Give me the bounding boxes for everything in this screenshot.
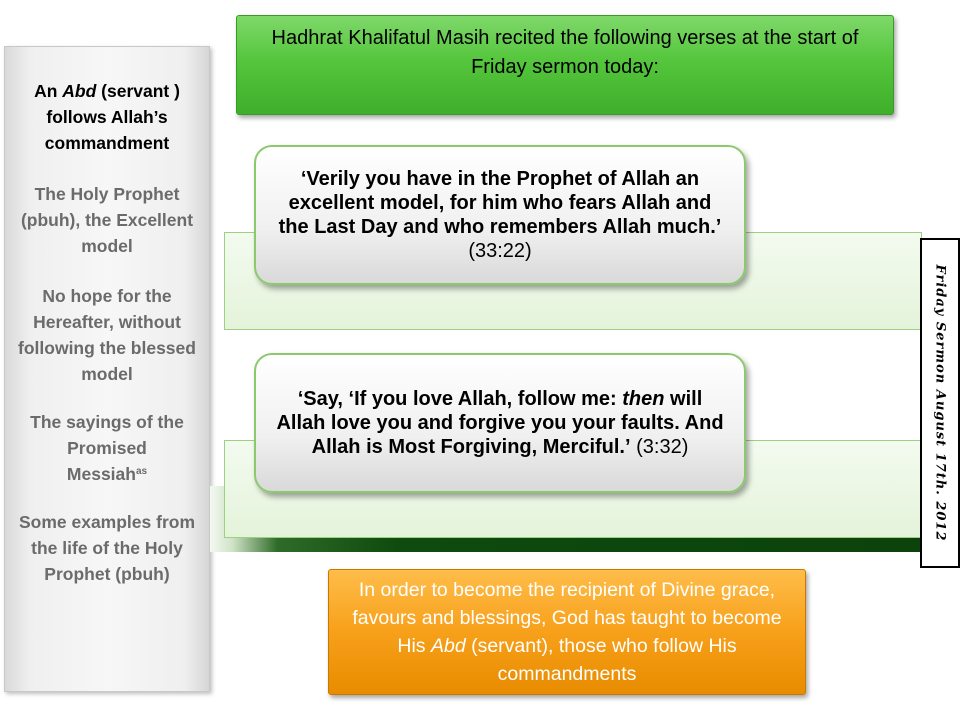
footer-text-pre: In order to become the recipient of Divine grace, favours and blessings, God has taught to become His (352, 579, 782, 657)
sidebar-item-abd-em: Abd (62, 81, 97, 101)
sidebar-item-no-hope: No hope for the Hereafter, without following the blessed model (18, 286, 196, 384)
footer-banner (328, 569, 806, 695)
verse-2-quote-em: then (622, 388, 665, 410)
footer-text-em: Abd (430, 635, 466, 657)
sidebar-item-sayings (5, 409, 209, 487)
sidebar-item-examples: Some examples from the life of the Holy Prophet (pbuh) (18, 512, 196, 584)
header-text: Hadhrat Khalifatul Masih recited the following verses at the start of Friday sermon today: (271, 27, 859, 78)
sermon-date-text: Friday Sermon August 17th. 2012 (932, 264, 948, 542)
verse-2-ref: (3:32) (630, 436, 689, 458)
verse-1-ref: (33:22) (468, 240, 532, 262)
topic-sidebar (4, 46, 210, 692)
verse-text-33-22 (272, 167, 728, 263)
verse-2-quote-a: ‘Say, ‘If you love Allah, follow me: (297, 388, 623, 410)
footer-text-post: (servant), those who follow His commandments (465, 635, 737, 685)
verse-1-quote: ‘Verily you have in the Prophet of Allah an excellent model, for him who fears Allah and the Last Day and who remembers Allah much.’ (278, 168, 722, 238)
sidebar-item-abd-pre: An (34, 81, 63, 101)
sidebar-item-sayings-sup: as (135, 466, 148, 477)
sidebar-item-abd-post: (servant ) follows Allah’s commandment (44, 81, 180, 153)
verse-card-3-32 (254, 353, 746, 493)
verse-text-3-32 (272, 387, 728, 459)
verse-card-33-22 (254, 145, 746, 285)
verse-2-quote-b: will Allah love you and forgive you your faults. And Allah is Most Forgiving, Merciful.’ (276, 388, 724, 458)
sidebar-item-excellent-model: The Holy Prophet (pbuh), the Excellent model (20, 184, 194, 256)
sidebar-item-sayings-text: The sayings of the Promised Messiah (30, 412, 184, 484)
sidebar-item-abd-servant (5, 78, 209, 156)
header-banner (236, 15, 894, 115)
sermon-date-label (920, 238, 960, 568)
